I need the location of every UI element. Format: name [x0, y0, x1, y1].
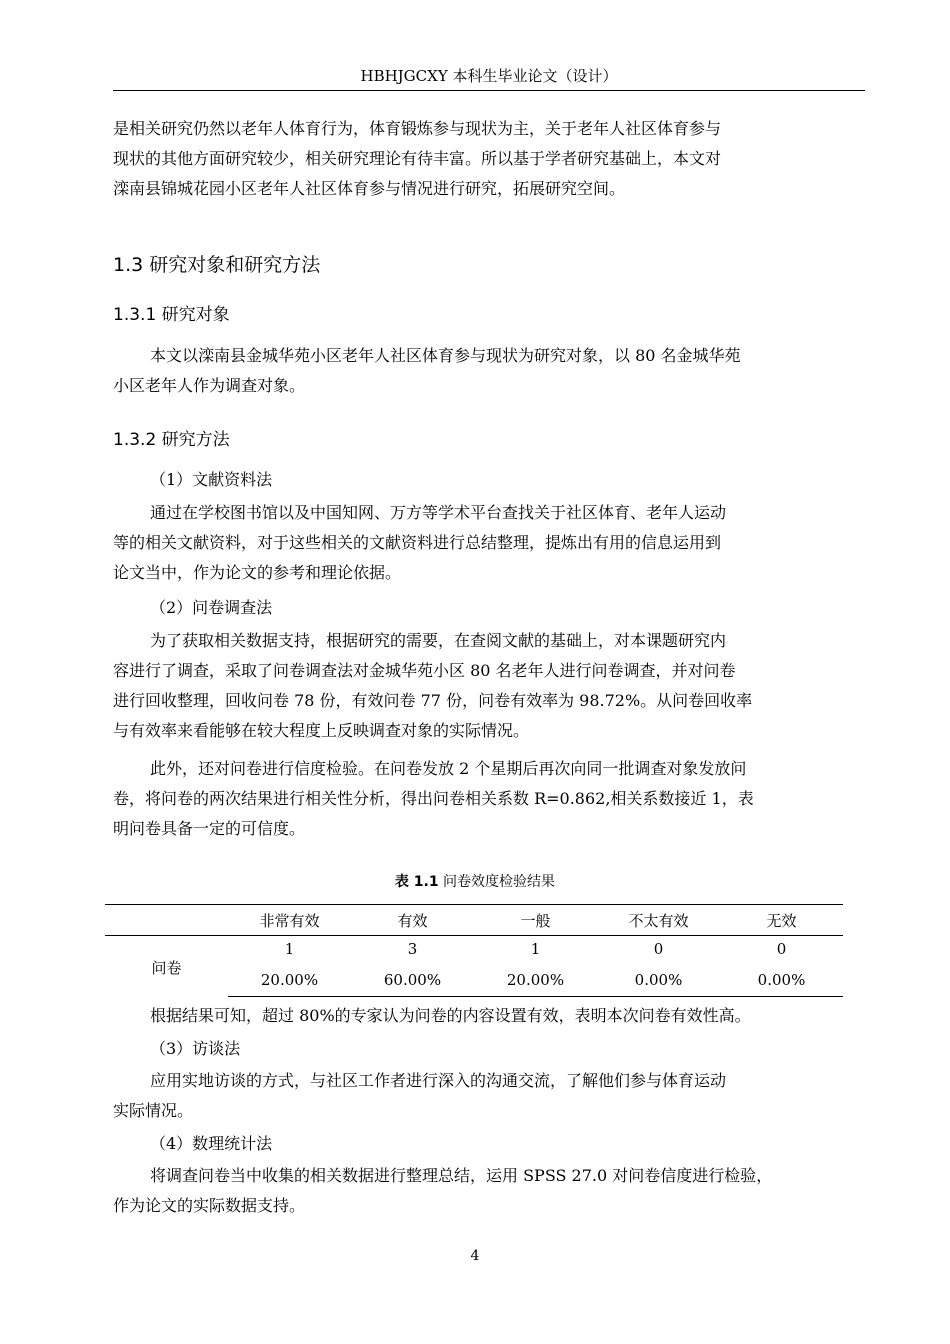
- text-line: 作为论文的实际数据支持。: [113, 1196, 306, 1215]
- text-line: 为了获取相关数据支持，根据研究的需要，在查阅文献的基础上，对本课题研究内: [150, 631, 727, 650]
- table-percent-cell: 20.00%: [506, 971, 565, 989]
- text-line: 卷，将问卷的两次结果进行相关性分析，得出问卷相关系数 R=0.862,相关系数接近 1，表: [113, 789, 754, 808]
- table-top-rule: [105, 904, 843, 905]
- text-line: 是相关研究仍然以老年人体育行为，体育锻炼参与现状为主，关于老年人社区体育参与: [113, 119, 722, 138]
- text-line: 容进行了调查，采取了问卷调查法对金城华苑小区 80 名老年人进行问卷调查，并对问卷: [113, 661, 736, 680]
- table-row-label: 问卷: [151, 959, 182, 977]
- table-bottom-rule: [228, 996, 843, 997]
- table-caption-text: 问卷效度检验结果: [438, 874, 556, 890]
- method-1-title: （1）文献资料法: [150, 470, 273, 489]
- text-line: 明问卷具备一定的可信度。: [113, 819, 306, 838]
- table-count-cell: 1: [284, 940, 295, 958]
- intro-paragraph: [113, 114, 865, 204]
- method-1-paragraph: [113, 498, 865, 588]
- method-3-title: （3）访谈法: [150, 1039, 241, 1058]
- text-line: 与有效率来看能够在较大程度上反映调查对象的实际情况。: [113, 721, 530, 740]
- table-header-cell: 非常有效: [259, 912, 320, 930]
- table-header-cell: 有效: [397, 912, 428, 930]
- method-2-title: （2）问卷调查法: [150, 598, 273, 617]
- text-line: 滦南县锦城花园小区老年人社区体育参与情况进行研究，拓展研究空间。: [113, 179, 626, 198]
- text-line: 现状的其他方面研究较少，相关研究理论有待丰富。所以基于学者研究基础上，本文对: [113, 149, 722, 168]
- method-4-paragraph: [113, 1161, 865, 1221]
- text-line: 此外，还对问卷进行信度检验。在问卷发放 2 个星期后再次向同一批调查对象发放问: [150, 759, 747, 778]
- page-number: 4: [470, 1248, 480, 1264]
- table-percent-cell: 60.00%: [383, 971, 442, 989]
- table-caption-label: 表 1.1: [394, 874, 439, 890]
- table-caption: [0, 871, 950, 891]
- table-count-cell: 1: [530, 940, 541, 958]
- section-heading-1-3-2: 1.3.2 研究方法: [113, 430, 230, 450]
- table-percent-cell: 20.00%: [260, 971, 319, 989]
- table-count-cell: 0: [653, 940, 664, 958]
- method-4-title: （4）数理统计法: [150, 1134, 273, 1153]
- table-percent-cell: 0.00%: [757, 971, 806, 989]
- text-line: 小区老年人作为调查对象。: [113, 376, 306, 395]
- text-line: 等的相关文献资料，对于这些相关的文献资料进行总结整理，提炼出有用的信息运用到: [113, 533, 722, 552]
- table-header-cell: 一般: [520, 912, 551, 930]
- validity-table: [105, 904, 843, 998]
- page-header: HBHJGCXY 本科生毕业论文（设计）: [360, 67, 618, 85]
- table-header-cell: 不太有效: [628, 912, 689, 930]
- table-count-cell: 3: [407, 940, 418, 958]
- text-line: 本文以滦南县金城华苑小区老年人社区体育参与现状为研究对象，以 80 名金城华苑: [150, 346, 741, 365]
- text-line: 应用实地访谈的方式，与社区工作者进行深入的沟通交流，了解他们参与体育运动: [150, 1071, 727, 1090]
- section-heading-1-3-1: 1.3.1 研究对象: [113, 305, 230, 325]
- method-3-paragraph: [113, 1066, 865, 1126]
- reliability-paragraph: [113, 754, 865, 844]
- table-header-cell: 无效: [766, 912, 797, 930]
- header-divider: [113, 90, 865, 91]
- table-percent-cell: 0.00%: [634, 971, 683, 989]
- table-header-rule: [105, 935, 843, 936]
- text-line: 论文当中，作为论文的参考和理论依据。: [113, 563, 402, 582]
- table-count-cell: 0: [776, 940, 787, 958]
- research-object-paragraph: [113, 341, 865, 401]
- method-2-paragraph: [113, 626, 865, 746]
- text-line: 实际情况。: [113, 1101, 194, 1120]
- text-line: 进行回收整理，回收问卷 78 份，有效问卷 77 份，问卷有效率为 98.72%。从问卷回收率: [113, 691, 753, 710]
- text-line: 将调查问卷当中收集的相关数据进行整理总结，运用 SPSS 27.0 对问卷信度进行检验，: [150, 1166, 773, 1185]
- text-line: 通过在学校图书馆以及中国知网、万方等学术平台查找关于社区体育、老年人运动: [150, 503, 727, 522]
- table-conclusion: 根据结果可知，超过 80%的专家认为问卷的内容设置有效，表明本次问卷有效性高。: [150, 1006, 751, 1025]
- section-heading-1-3: 1.3 研究对象和研究方法: [113, 254, 321, 276]
